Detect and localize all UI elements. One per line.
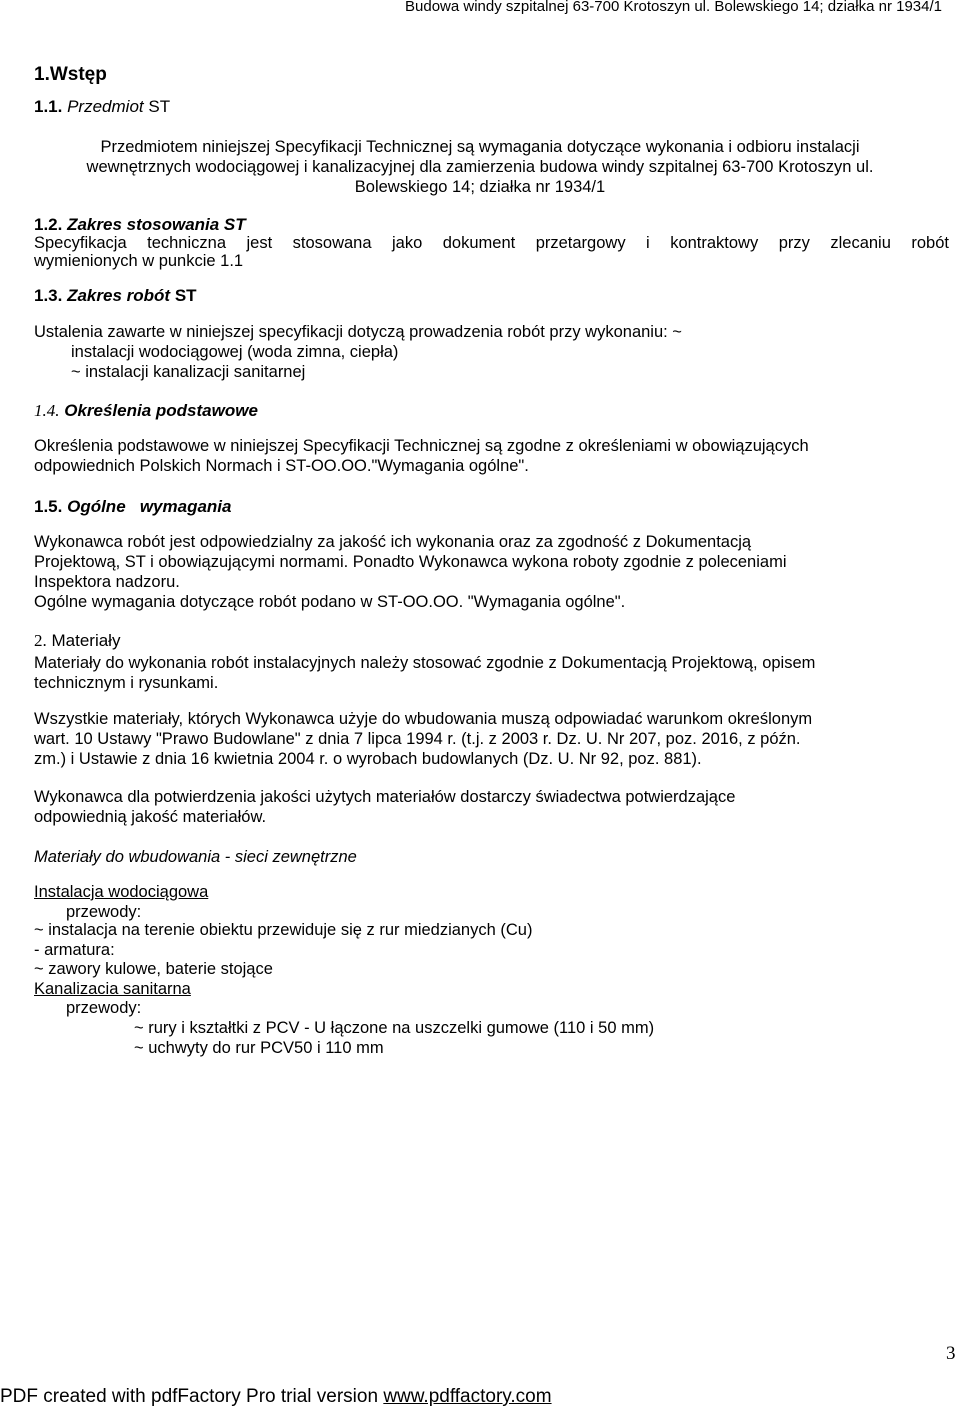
sewer-installation-title: Kanalizacia sanitarna	[34, 980, 191, 998]
water-pipes-label: przewody:	[66, 903, 142, 921]
section-1-3-suffix: ST	[174, 286, 197, 305]
section-1-1-suffix: ST	[148, 97, 171, 116]
section-1-2-number: 1.2.	[34, 215, 63, 234]
text-line: Wykonawca dla potwierdzenia jakości użytych materiałów dostarczy świadectwa potwierdzające	[34, 788, 736, 806]
sewer-pipes-label: przewody:	[66, 999, 142, 1017]
section-1-2-title: Zakres stosowania ST	[67, 215, 246, 234]
water-fittings-label: - armatura:	[34, 941, 115, 959]
section-2-paragraph-1	[34, 653, 815, 693]
section-2-title: Materiały	[51, 631, 121, 650]
section-1-4-body	[34, 436, 809, 476]
section-1-2-line1: Specyfikacja techniczna jest stosowana jako dokument przetargowy i kontraktowy przy zlecaniu robót	[34, 234, 949, 252]
footer-text: PDF created with pdfFactory Pro trial version	[0, 1386, 384, 1407]
section-1-title: 1.Wstęp	[34, 64, 107, 85]
section-1-1-body	[20, 137, 940, 197]
materials-subheading: Materiały do wbudowania - sieci zewnętrzne	[34, 848, 357, 866]
water-fittings-item: ~ zawory kulowe, baterie stojące	[34, 960, 273, 978]
sewer-pipes-item-1: ~ rury i kształtki z PCV - U łączone na uszczelki gumowe (110 i 50 mm)	[134, 1019, 655, 1037]
water-installation-title: Instalacja wodociągowa	[34, 883, 209, 901]
text-line: Projektową, ST i obowiązującymi normami. Ponadto Wykonawca wykona roboty zgodnie z poleceniami	[34, 553, 787, 571]
text-line: Materiały do wykonania robót instalacyjnych należy stosować zgodnie z Dokumentacją Projektową, opisem	[34, 654, 816, 672]
footer-link[interactable]: www.pdffactory.com	[383, 1386, 552, 1407]
text-line: Wszystkie materiały, których Wykonawca użyje do wbudowania muszą odpowiadać warunkom określonym	[34, 710, 813, 728]
section-2-paragraph-3	[34, 787, 735, 827]
section-1-4-number: 1.4.	[34, 401, 60, 420]
text-line: Bolewskiego 14; działka nr 1934/1	[354, 178, 606, 196]
section-1-1-heading	[34, 97, 170, 117]
section-2-number: 2.	[34, 631, 47, 650]
text-line: Przedmiotem niniejszej Specyfikacji Technicznej są wymagania dotyczące wykonania i odbioru instalacji	[100, 138, 860, 156]
section-1-2-heading	[34, 215, 246, 235]
section-1-2-line2: wymienionych w punkcie 1.1	[34, 252, 244, 270]
sewer-pipes-item-2: ~ uchwyty do rur PCV50 i 110 mm	[134, 1039, 384, 1057]
text-line: technicznym i rysunkami.	[34, 674, 219, 692]
text-line: zm.) i Ustawie z dnia 16 kwietnia 2004 r. o wyrobach budowlanych (Dz. U. Nr 92, poz. 881).	[34, 750, 702, 768]
section-1-4-title: Określenia podstawowe	[64, 401, 258, 420]
section-1-3-heading	[34, 286, 197, 306]
page-number: 3	[946, 1343, 956, 1364]
section-2-heading	[34, 631, 120, 651]
pdf-footer	[0, 1386, 552, 1408]
section-1-3-title: Zakres robót	[67, 286, 171, 305]
page-header: Budowa windy szpitalnej 63-700 Krotoszyn ul. Bolewskiego 14; działka nr 1934/1	[405, 0, 942, 15]
text-line: wart. 10 Ustawy "Prawo Budowlane" z dnia 7 lipca 1994 r. (t.j. z 2003 r. Dz. U. Nr 207, poz. 2016, z późn.	[34, 730, 801, 748]
section-1-5-number: 1.5.	[34, 497, 63, 516]
text-line: odpowiednią jakość materiałów.	[34, 808, 267, 826]
section-1-5-heading	[34, 497, 231, 517]
text-line: Ogólne wymagania dotyczące robót podano w ST-OO.OO. "Wymagania ogólne".	[34, 593, 626, 611]
section-2-paragraph-2	[34, 709, 812, 769]
text-line: wewnętrznych wodociągowej i kanalizacyjnej dla zamierzenia budowa windy szpitalnej 63-700 Krotoszyn ul.	[86, 158, 874, 176]
section-1-5-title: Ogólne wymagania	[67, 497, 232, 516]
text-line: Wykonawca robót jest odpowiedzialny za jakość ich wykonania oraz za zgodność z Dokumentacją	[34, 533, 752, 551]
water-pipes-item: ~ instalacja na terenie obiektu przewiduje się z rur miedzianych (Cu)	[34, 921, 533, 939]
text-line: Inspektora nadzoru.	[34, 573, 180, 591]
text-line: Określenia podstawowe w niniejszej Specyfikacji Technicznej są zgodne z określeniami w obowiązujących	[34, 437, 809, 455]
section-1-1-title: Przedmiot	[67, 97, 144, 116]
section-1-3-line3: ~ instalacji kanalizacji sanitarnej	[71, 363, 306, 381]
text-line: odpowiednich Polskich Normach i ST-OO.OO."Wymagania ogólne".	[34, 457, 529, 475]
section-1-1-number: 1.1.	[34, 97, 63, 116]
section-1-4-heading	[34, 401, 258, 421]
section-1-5-body	[34, 532, 787, 612]
section-1-3-number: 1.3.	[34, 286, 63, 305]
section-1-3-line1: Ustalenia zawarte w niniejszej specyfikacji dotyczą prowadzenia robót przy wykonaniu: ~	[34, 323, 682, 341]
section-1-3-line2: instalacji wodociągowej (woda zimna, ciepła)	[71, 343, 399, 361]
